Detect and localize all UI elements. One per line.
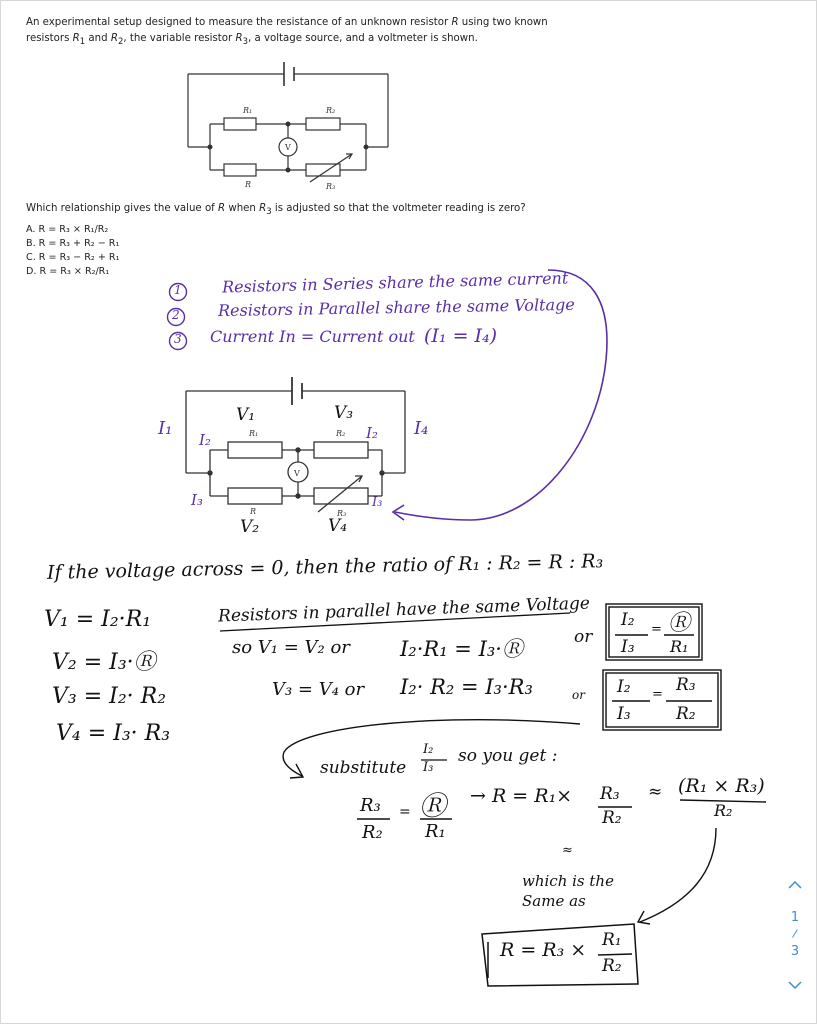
- substitute-label: substitute: [320, 758, 407, 778]
- substitute-frac-den: I₃: [423, 760, 434, 775]
- label-r1: R₁: [243, 106, 253, 115]
- or-1: or: [574, 627, 593, 647]
- final-den: R₂: [602, 956, 622, 976]
- chevron-down-icon: [788, 980, 802, 990]
- option-b: B. R = R₃ + R₂ − R₁: [26, 238, 120, 249]
- final-num: R₁: [602, 930, 622, 950]
- annot-v4: V₄: [328, 516, 348, 536]
- annot-v1: V₁: [236, 405, 256, 425]
- rule-2-number: 2: [172, 308, 180, 322]
- question-intro: An experimental setup designed to measure the resistance of an unknown resistor R using two known resistors $R_1$ and $R_2$, the variable resistor $R_3$, a voltage source, and a voltmeter is shown.: [26, 17, 548, 48]
- annot-v2: V₂: [240, 517, 260, 537]
- label-r2: R₂: [326, 106, 336, 115]
- box1-rnum: Ⓡ: [668, 611, 691, 636]
- current-page: 1: [790, 910, 800, 925]
- box2-equals: =: [652, 687, 663, 702]
- annot-i2-right: I₂: [366, 424, 378, 442]
- annot-i3-left: I₃: [191, 491, 203, 509]
- squiggle-mark: ≈: [562, 843, 573, 858]
- total-pages: 3: [790, 944, 800, 959]
- page-up-button[interactable]: [780, 876, 810, 896]
- big-label-r1: R₁: [249, 429, 259, 438]
- box1-rden: R₁: [670, 637, 689, 656]
- box1-num: I₂: [621, 610, 635, 630]
- arrow-frac-den: R₂: [602, 808, 622, 828]
- equation-v3: V₃ = I₂· R₂: [52, 684, 167, 709]
- box2-rnum: R₃: [676, 675, 696, 695]
- chevron-up-icon: [788, 880, 802, 890]
- paren-num: (R₁ × R₃): [678, 775, 765, 797]
- rule-1-text: Resistors in Series share the same current: [221, 268, 569, 297]
- equation-v2: V₂ = I₃·Ⓡ: [52, 650, 156, 675]
- ratio-statement: If the voltage across = 0, then the ratio of R₁ : R₂ = R : R₃: [46, 550, 604, 584]
- big-voltmeter-label: V: [294, 469, 300, 478]
- final-lhs: R = R₃ ×: [500, 939, 587, 961]
- voltmeter-label: V: [285, 143, 291, 152]
- frac-r-circled: Ⓡ: [419, 791, 446, 822]
- box2-den: I₃: [617, 704, 631, 724]
- option-c: C. R = R₃ − R₂ + R₁: [26, 252, 120, 263]
- or-2: or: [572, 688, 585, 702]
- which-is-the: which is the: [522, 872, 614, 890]
- box1-den: I₃: [621, 637, 635, 657]
- label-r: R: [245, 180, 252, 189]
- box2-rden: R₂: [676, 704, 696, 724]
- so-you-get: so you get :: [458, 746, 558, 766]
- rule-1-number: 1: [174, 283, 182, 297]
- annot-i2-left: I₂: [199, 431, 211, 449]
- substitute-frac-num: I₂: [423, 742, 434, 757]
- annot-i3-right: I₃: [372, 495, 383, 510]
- annot-v3: V₃: [334, 403, 354, 423]
- annot-i4: I₄: [414, 418, 429, 439]
- box2-num: I₂: [617, 677, 631, 697]
- big-label-r: R: [250, 507, 257, 516]
- question-prompt: Which relationship gives the value of R when $R_3$ is adjusted so that the voltmeter reading is zero?: [26, 203, 526, 218]
- rule-3-number: 3: [174, 332, 182, 346]
- frac-r1: R₁: [425, 821, 446, 842]
- box1-equals: =: [651, 622, 662, 637]
- option-a: A. R = R₃ × R₁/R₂: [26, 224, 109, 235]
- rule-2-text: Resistors in Parallel share the same Voltage: [217, 294, 575, 321]
- option-d: D. R = R₃ × R₂/R₁: [26, 266, 110, 277]
- label-r3: R₃: [326, 182, 336, 191]
- big-label-r2: R₂: [336, 429, 346, 438]
- frac-equals: =: [399, 804, 411, 820]
- i2r1-equation: I₂·R₁ = I₃·Ⓡ: [400, 637, 523, 661]
- frac-r3: R₃: [360, 795, 381, 816]
- rule-3-text: Current In = Current out: [210, 327, 415, 346]
- equation-v4: V₄ = I₃· R₃: [56, 721, 171, 746]
- annot-i1: I₁: [158, 418, 173, 439]
- arrow-frac-num: R₃: [600, 784, 620, 804]
- v3-v4: V₃ = V₄ or: [272, 679, 365, 700]
- parallel-heading: Resistors in parallel have the same Voltage: [217, 593, 591, 627]
- page-down-button[interactable]: [780, 976, 810, 996]
- frac-r2: R₂: [362, 822, 383, 843]
- current-equality: (I₁ = I₄): [424, 325, 498, 347]
- paren-den: R₂: [714, 801, 733, 820]
- same-as: Same as: [522, 892, 586, 910]
- page-separator: /: [791, 926, 799, 941]
- arrow-expression: → R = R₁×: [470, 785, 573, 807]
- equation-v1: V₁ = I₂·R₁: [44, 607, 152, 632]
- i2r2-equation: I₂· R₂ = I₃·R₃: [400, 675, 533, 699]
- approx-sign: ≈: [648, 782, 663, 802]
- so-v1-v2: so V₁ = V₂ or: [232, 637, 350, 658]
- big-label-r3: R₃: [337, 509, 347, 518]
